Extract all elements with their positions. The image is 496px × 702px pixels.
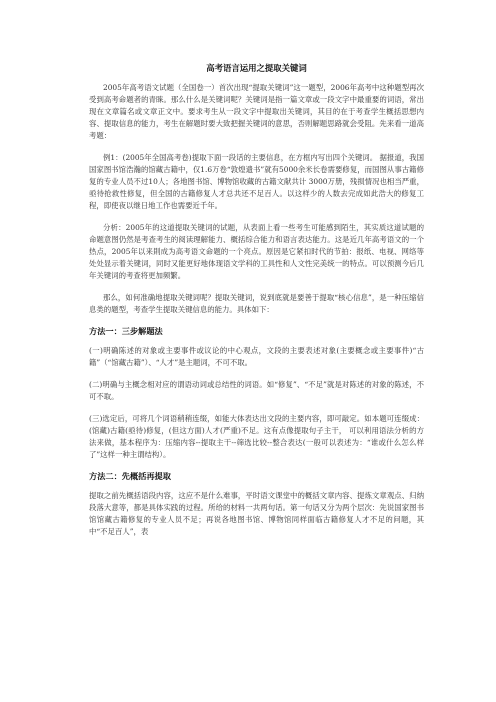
transition-paragraph: 那么，如何准确地提取关键词呢？提取关键词，说到底就是要善于提取“核心信息”，是一种压缩信息类的题型，考查学生提取关键信息的能力。具体如下： [89,293,424,314]
analysis-paragraph: 分析：2005年的这道提取关键词的试题，从表面上看一些考生可能感到陌生，其实质这道试题的命题意图仍然是考查考生的阅读理解能力、概括综合能力和语言表达能力。这是近几年高考语文的一个热点，2005年以来則成为高考语文命题的一个亮点。原因是它紧扣时代的节拍：报纸、电视、网络等处处显示着关键词，同时又能更好地体现语文学科的工具性和人文性完美统一的特点。可以预测今后几年关键词的考查将更加频繁。 [89,223,424,280]
method2-body: 提取之前先概括语段内容，这应不是什么难事，平时语文课堂中的概括文章内容、提炼文章观点、归纳段落大意等，都是具体实践的过程。所给的材料一共两句话。第一句话又分为两个层次：先说国家图书馆馆藏古籍修复的专业人员不足；再说各地图书馆、博物馆同样面临古籍修复人才不足的问题，其中“不足百人”，表 [89,491,424,536]
method1-step3: (三)选定后，可将几个词语稍稍连缀，如能大体表达出文段的主要内容，即可敲定。如本题可连缀成：(馆藏)古籍(亟待)修复，(但这方面)人才(严重)不足。这有点像提取句子主干， 可以利用语法分析的方法来做，基本程序为：压缩内容--提取主干--筛选比较--整合表达(一般可以表述为：“谁或什么怎么样了”这样一种主谓结构）。 [89,414,424,459]
method2-heading: 方法二：先概括再提取 [89,471,171,481]
intro-paragraph: 2005年高考语文试题（全国卷一）首次出现“提取关键词”这一题型，2006年高考中这种题型再次受到高考命题者的青睐。那么什么是关键词呢？关键词是指一篇文章或一段文字中最重要的词语，常出现在文章篇名或文章正文中。要求考生从一段文字中提取出关键词，其目的在于考查学生概括思想内容、提取信息的能力，考生在解题时要大致把握关键词的意思，否则解题思路就会受阻。先来看一道高考题： [89,83,424,140]
document-title: 高考语言运用之提取关键词 [206,63,307,73]
method1-step2: (二)明确与主概念相对应的谓语动词或总结性的词语。如“修复”、“不足”就是对陈述的对象的陈述，不可不取。 [89,380,424,401]
method1-heading: 方法一：三步解题法 [89,326,163,336]
example-paragraph: 例1：(2005年全国高考卷)提取下面一段话的主要信息，在方框内写出四个关键词。 据报道，我国国家图书馆浩瀚的馆藏古籍中，仅1.6万卷“敦煌遗书”就有5000余米长卷需要修复，而国图从事古籍修复的专业人员不过10人；各地图书馆、博物馆收藏的古籍文献共计 3000万册，残损情况也相当严重，亟待抢救性修复，但全国的古籍修复人才总共还不足百人。以这样少的人数去完成如此浩大的修复工程，即使夜以继日地工作也需要近千年。 [89,153,424,210]
method1-step1: (一)明确陈述的对象或主要事件或议论的中心观点，文段的主要表述对象(主要概念或主要事件)“古籍”（“馆藏古籍”）、“人才”是主题词，不可不取。 [89,346,424,367]
